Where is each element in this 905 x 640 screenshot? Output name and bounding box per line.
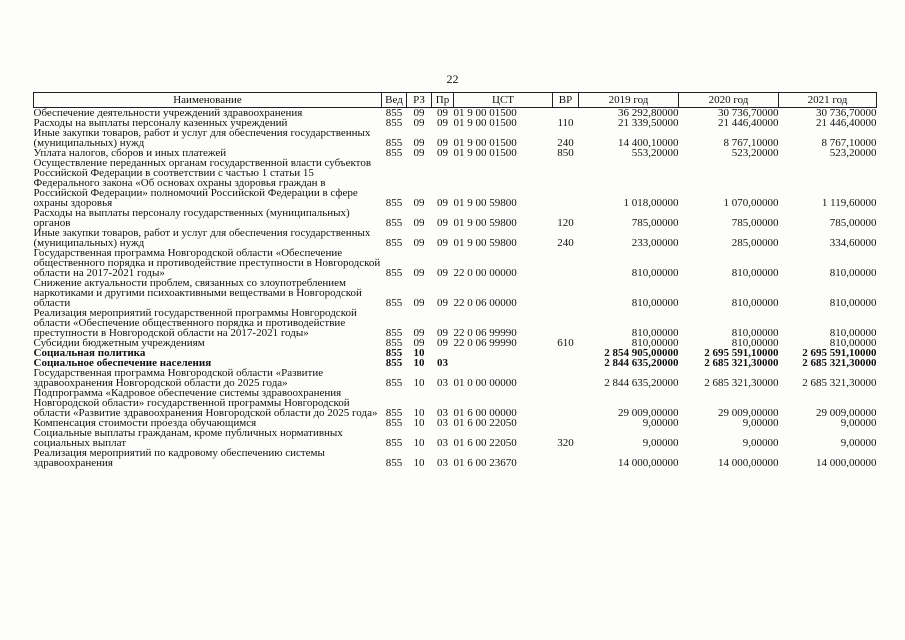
row-ved: 855 [385, 267, 403, 279]
row-2021: 810,00000 [829, 297, 877, 309]
row-cst: 01 0 00 00000 [453, 377, 517, 389]
row-ved: 855 [385, 407, 403, 419]
row-name: Социальное обеспечение населения [33, 357, 212, 369]
row-vr: 120 [557, 217, 574, 229]
header-cst: ЦСТ [454, 93, 553, 108]
row-cst: 22 0 00 00000 [453, 267, 517, 279]
row-cst: 22 0 06 99990 [453, 337, 517, 349]
row-pr: 09 [437, 297, 448, 309]
row-2020: 2 695 591,10000 [704, 347, 779, 359]
row-2021: 21 446,40000 [816, 117, 877, 129]
row-rz: 09 [413, 267, 425, 279]
row-vr [553, 358, 579, 368]
row-cst: 01 9 00 01500 [453, 117, 517, 129]
row-cst: 01 9 00 59800 [453, 197, 517, 209]
row-rz: 10 [413, 357, 425, 369]
row-2020: 14 000,00000 [718, 457, 779, 469]
row-2021: 810,00000 [829, 337, 877, 349]
row-2021: 29 009,00000 [816, 407, 877, 419]
row-cst [454, 348, 553, 358]
budget-table [33, 92, 877, 468]
row-name: Компенсация стоимости проезда обучающимся [33, 417, 257, 429]
header-name: Наименование [34, 93, 382, 108]
header-2019: 2019 год [579, 93, 679, 108]
row-2021: 9,00000 [840, 417, 877, 429]
row-2021: 785,00000 [829, 217, 877, 229]
row-2020: 1 070,00000 [723, 197, 779, 209]
row-vr [553, 248, 579, 278]
row-2020: 523,20000 [731, 147, 779, 159]
row-name: Социальная политика [33, 347, 146, 359]
row-2020: 810,00000 [731, 327, 779, 339]
row-rz: 09 [413, 117, 425, 129]
table-row [34, 128, 877, 148]
row-name: Осуществление переданных органам государственной власти субъектов Российской Федерации в соответствии с частью 1 статьи 15 Федерального закона «Об основах охраны здоровья граждан в Российской Федерации» полномочий Российской Федерации в сфере охраны здоровья [33, 157, 372, 209]
row-pr: 03 [437, 417, 448, 429]
row-2019: 785,00000 [631, 217, 679, 229]
row-vr: 610 [557, 337, 574, 349]
row-pr: 09 [437, 337, 448, 349]
row-cst: 01 9 00 01500 [453, 107, 517, 119]
row-rz: 10 [413, 457, 425, 469]
row-name: Иные закупки товаров, работ и услуг для обеспечения государственных (муниципальных) нужд [33, 227, 371, 249]
row-2020: 810,00000 [731, 267, 779, 279]
header-pr: Пр [432, 93, 454, 108]
row-2021: 334,60000 [829, 237, 877, 249]
row-cst: 01 6 00 22050 [453, 417, 517, 429]
row-name: Уплата налогов, сборов и иных платежей [33, 147, 227, 159]
table-row [34, 158, 877, 208]
row-pr: 09 [437, 217, 448, 229]
row-rz: 10 [413, 437, 425, 449]
row-ved: 855 [385, 147, 403, 159]
row-2021: 523,20000 [829, 147, 877, 159]
row-ved: 855 [385, 347, 403, 359]
row-pr: 03 [437, 407, 448, 419]
table-row [34, 368, 877, 388]
row-rz: 10 [413, 417, 425, 429]
row-vr [553, 448, 579, 468]
row-rz: 09 [413, 107, 425, 119]
row-2021: 2 685 321,30000 [802, 377, 877, 389]
row-ved: 855 [385, 107, 403, 119]
row-rz: 10 [413, 407, 425, 419]
row-vr: 850 [557, 147, 574, 159]
row-pr: 03 [437, 357, 448, 369]
row-rz: 09 [413, 297, 425, 309]
row-2019: 810,00000 [631, 337, 679, 349]
table-row [34, 388, 877, 418]
row-name: Социальные выплаты гражданам, кроме публичных нормативных социальных выплат [33, 427, 343, 449]
row-2019: 810,00000 [631, 327, 679, 339]
row-cst: 01 6 00 23670 [453, 457, 517, 469]
row-rz: 09 [413, 137, 425, 149]
table-row [34, 448, 877, 468]
row-pr: 09 [437, 327, 448, 339]
header-2021: 2021 год [779, 93, 877, 108]
row-vr: 110 [557, 117, 574, 129]
row-cst: 01 9 00 01500 [453, 137, 517, 149]
row-vr [553, 368, 579, 388]
row-2021: 14 000,00000 [816, 457, 877, 469]
row-2021: 1 119,60000 [821, 197, 877, 209]
table-header-row [34, 93, 877, 108]
row-cst: 01 6 00 22050 [453, 437, 517, 449]
row-rz: 09 [413, 237, 425, 249]
row-2020: 30 736,70000 [718, 107, 779, 119]
row-ved: 855 [385, 437, 403, 449]
row-pr: 09 [437, 237, 448, 249]
table-body [34, 108, 877, 469]
table-row [34, 308, 877, 338]
row-ved: 855 [385, 117, 403, 129]
row-rz: 10 [413, 377, 425, 389]
row-2021: 30 736,70000 [816, 107, 877, 119]
row-2019: 29 009,00000 [618, 407, 679, 419]
row-cst: 22 0 06 00000 [453, 297, 517, 309]
row-name: Государственная программа Новгородской области «Обеспечение общественного порядка и противодействие преступности в Новгородской области на 2017-2021 годы» [33, 247, 381, 279]
row-2020: 8 767,10000 [723, 137, 779, 149]
row-rz: 10 [413, 347, 425, 359]
header-2020: 2020 год [679, 93, 779, 108]
row-vr: 240 [557, 237, 574, 249]
table-row [34, 228, 877, 248]
row-cst: 01 9 00 59800 [453, 237, 517, 249]
row-rz: 09 [413, 217, 425, 229]
row-ved: 855 [385, 337, 403, 349]
row-rz: 09 [413, 337, 425, 349]
row-cst: 01 6 00 00000 [453, 407, 517, 419]
row-2021: 2 685 321,30000 [802, 357, 877, 369]
row-pr: 09 [437, 267, 448, 279]
header-rz: РЗ [407, 93, 432, 108]
row-vr [553, 308, 579, 338]
row-2020: 29 009,00000 [718, 407, 779, 419]
row-vr: 240 [557, 137, 574, 149]
row-2020: 785,00000 [731, 217, 779, 229]
row-ved: 855 [385, 217, 403, 229]
row-2020: 9,00000 [742, 437, 779, 449]
row-pr: 09 [437, 197, 448, 209]
row-ved: 855 [385, 417, 403, 429]
row-pr: 03 [437, 457, 448, 469]
row-cst [454, 358, 553, 368]
row-2019: 553,20000 [631, 147, 679, 159]
row-name: Реализация мероприятий по кадровому обеспечению системы здравоохранения [33, 447, 325, 469]
row-2019: 810,00000 [631, 297, 679, 309]
row-2021: 2 695 591,10000 [802, 347, 877, 359]
row-2021: 9,00000 [840, 437, 877, 449]
row-pr: 09 [437, 147, 448, 159]
header-vr: ВР [553, 93, 579, 108]
row-pr: 09 [437, 117, 448, 129]
row-cst: 22 0 06 99990 [453, 327, 517, 339]
row-vr [553, 388, 579, 418]
row-pr: 09 [437, 107, 448, 119]
row-name: Расходы на выплаты персоналу государственных (муниципальных) органов [33, 207, 350, 229]
row-2019: 2 854 905,00000 [604, 347, 679, 359]
row-2020: 2 685 321,30000 [704, 357, 779, 369]
row-2020: 285,00000 [731, 237, 779, 249]
row-pr: 09 [437, 137, 448, 149]
row-ved: 855 [385, 327, 403, 339]
row-rz: 09 [413, 197, 425, 209]
row-name: Обеспечение деятельности учреждений здравоохранения [33, 107, 303, 119]
row-2021: 8 767,10000 [821, 137, 877, 149]
row-rz: 09 [413, 327, 425, 339]
header-ved: Вед [382, 93, 407, 108]
row-vr [553, 348, 579, 358]
row-2019: 1 018,00000 [623, 197, 679, 209]
row-2021: 810,00000 [829, 267, 877, 279]
row-ved: 855 [385, 237, 403, 249]
row-2020: 9,00000 [742, 417, 779, 429]
page-number: 22 [446, 72, 459, 86]
row-ved: 855 [385, 197, 403, 209]
row-vr: 320 [557, 437, 574, 449]
table-row [34, 248, 877, 278]
row-2019: 14 400,10000 [618, 137, 679, 149]
row-2020: 810,00000 [731, 297, 779, 309]
table-row [34, 428, 877, 448]
row-2019: 14 000,00000 [618, 457, 679, 469]
row-vr [553, 418, 579, 428]
row-name: Иные закупки товаров, работ и услуг для обеспечения государственных (муниципальных) нужд [33, 127, 371, 149]
row-2020: 2 685 321,30000 [704, 377, 779, 389]
row-2019: 9,00000 [642, 437, 679, 449]
row-ved: 855 [385, 457, 403, 469]
row-cst: 01 9 00 01500 [453, 147, 517, 159]
row-name: Государственная программа Новгородской области «Развитие здравоохранения Новгородской области до 2025 года» [33, 367, 324, 389]
row-ved: 855 [385, 137, 403, 149]
row-ved: 855 [385, 357, 403, 369]
row-2020: 810,00000 [731, 337, 779, 349]
row-ved: 855 [385, 297, 403, 309]
row-2019: 233,00000 [631, 237, 679, 249]
row-2019: 21 339,50000 [618, 117, 679, 129]
row-rz: 09 [413, 147, 425, 159]
row-pr: 03 [437, 377, 448, 389]
row-name: Снижение актуальности проблем, связанных со злоупотреблением наркотиками и другими психоактивными веществами в Новгородской области [33, 277, 362, 309]
row-name: Расходы на выплаты персоналу казенных учреждений [33, 117, 288, 129]
row-2019: 810,00000 [631, 267, 679, 279]
row-2020: 21 446,40000 [718, 117, 779, 129]
row-2021: 810,00000 [829, 327, 877, 339]
table-row [34, 208, 877, 228]
row-name: Субсидии бюджетным учреждениям [33, 337, 205, 349]
row-name: Подпрограмма «Кадровое обеспечение системы здравоохранения Новгородской области» государственной программы Новгородской области «Развитие здравоохранения Новгородской области до 2025 года» [33, 387, 378, 419]
row-2019: 36 292,80000 [618, 107, 679, 119]
row-cst: 01 9 00 59800 [453, 217, 517, 229]
row-vr [553, 158, 579, 208]
row-ved: 855 [385, 377, 403, 389]
row-2019: 2 844 635,20000 [604, 357, 679, 369]
row-pr: 03 [437, 437, 448, 449]
row-2019: 2 844 635,20000 [604, 377, 679, 389]
row-name: Реализация мероприятий государственной программы Новгородской области «Обеспечение общественного порядка и противодействие преступности в Новгородской области на 2017-2021 годы» [33, 307, 357, 339]
table-row [34, 278, 877, 308]
row-2019: 9,00000 [642, 417, 679, 429]
row-vr [553, 278, 579, 308]
